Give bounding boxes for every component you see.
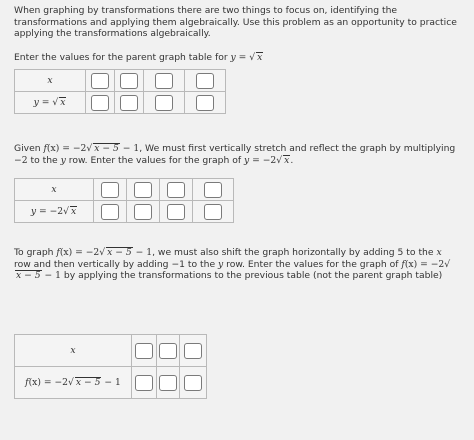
row-label-x: x <box>15 335 132 367</box>
y-input-1[interactable] <box>101 204 119 220</box>
y-input-4[interactable] <box>196 95 214 111</box>
f-input-3[interactable] <box>184 375 202 391</box>
x-input-2[interactable] <box>159 343 177 359</box>
f-input-1[interactable] <box>135 375 153 391</box>
y-input-2[interactable] <box>134 204 152 220</box>
shift-table <box>14 334 207 399</box>
x-input-3[interactable] <box>167 182 185 198</box>
stretch-table <box>14 178 234 223</box>
x-input-1[interactable] <box>91 73 109 89</box>
row-label-x: x <box>15 70 86 92</box>
x-input-3[interactable] <box>184 343 202 359</box>
x-input-2[interactable] <box>134 182 152 198</box>
section3-prompt: To graph f(x) = −2√ x − 5 − 1, we must also shift the graph horizontally by adding 5 to the x row and then vertically by adding −1 to the y row. Enter the values for the graph of f(x) = −2√x − 5 − 1 by applying the transformations to the previous table (not the parent graph table) <box>14 247 451 282</box>
x-input-3[interactable] <box>155 73 173 89</box>
row-label-y: y = −2√ x <box>15 201 94 223</box>
y-input-3[interactable] <box>167 204 185 220</box>
y-input-2[interactable] <box>120 95 138 111</box>
section2-prompt: Given f(x) = −2√ x − 5 − 1, We must first vertically stretch and reflect the graph by multiplying −2 to the y row. Enter the values for the graph of y = −2√ x. <box>14 143 456 166</box>
row-label-x: x <box>15 179 94 201</box>
y-input-3[interactable] <box>155 95 173 111</box>
parent-graph-table <box>14 69 226 114</box>
section1-prompt: Enter the values for the parent graph table for y = √ x <box>14 52 263 63</box>
instructions-paragraph: When graphing by transformations there are two things to focus on, identifying the transformations and applying them algebraically. Use this problem as an opportunity to practice applying the transformations algebraically. <box>14 5 457 40</box>
row-label-y: y = √ x <box>15 92 86 114</box>
row-label-f: f(x) = −2√ x − 5 − 1 <box>15 367 132 399</box>
y-input-4[interactable] <box>204 204 222 220</box>
x-input-1[interactable] <box>101 182 119 198</box>
x-input-2[interactable] <box>120 73 138 89</box>
y-input-1[interactable] <box>91 95 109 111</box>
x-input-4[interactable] <box>196 73 214 89</box>
f-input-2[interactable] <box>159 375 177 391</box>
x-input-1[interactable] <box>135 343 153 359</box>
x-input-4[interactable] <box>204 182 222 198</box>
